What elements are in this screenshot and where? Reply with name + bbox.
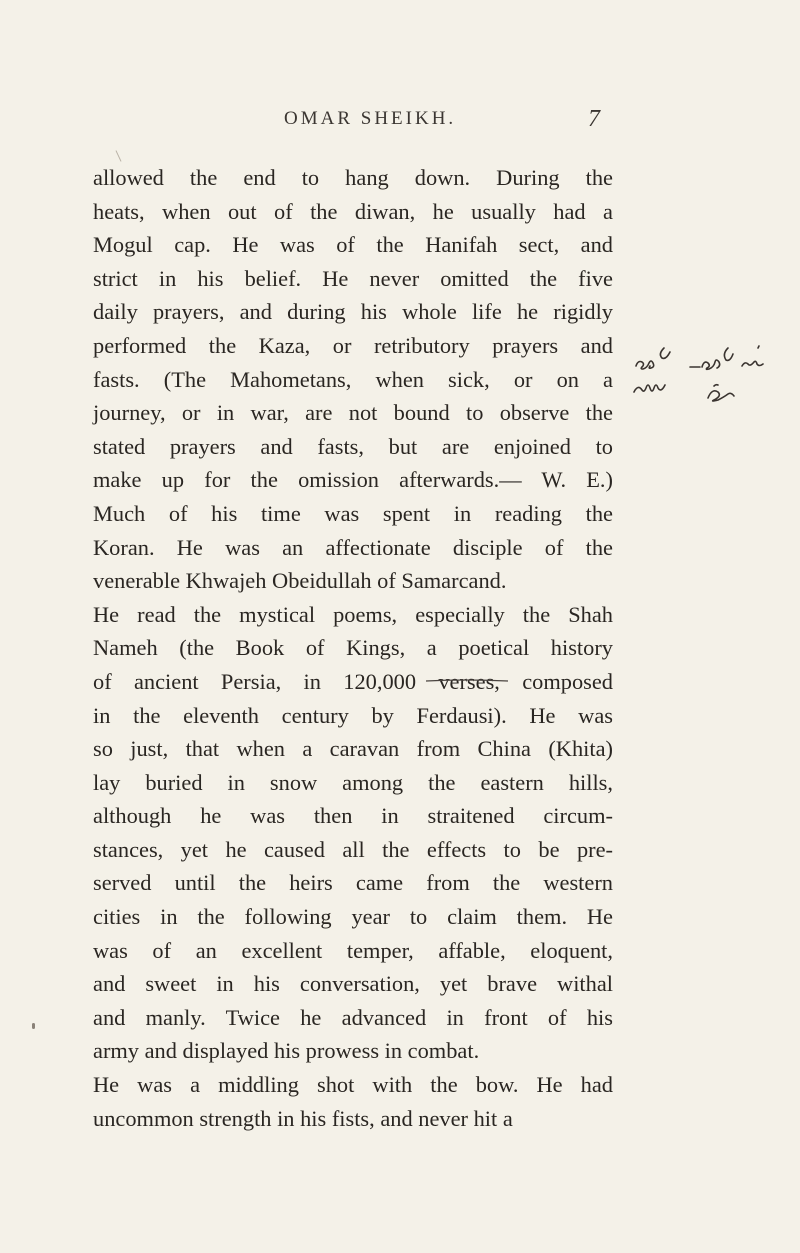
text-line: make up for the omission afterwards.— W. E.) xyxy=(93,467,613,493)
body-text xyxy=(93,161,613,1135)
text-line: and sweet in his conversation, yet brave withal xyxy=(93,971,613,997)
text-line: and manly. Twice he advanced in front of his xyxy=(93,1004,613,1030)
text-line: venerable Khwajeh Obeidullah of Samarcand. xyxy=(93,568,507,594)
text-line: stated prayers and fasts, but are enjoined to xyxy=(93,433,613,459)
text-line: daily prayers, and during his whole life he rigidly xyxy=(93,299,613,325)
handwritten-note-drawing xyxy=(630,338,790,408)
text-line: strict in his belief. He never omitted the five xyxy=(93,265,613,291)
text-line: in the eleventh century by Ferdausi). He was xyxy=(93,702,613,728)
text-line: was of an excellent temper, affable, eloquent, xyxy=(93,937,613,963)
text-line: He was a middling shot with the bow. He had xyxy=(93,1072,613,1098)
text-line: heats, when out of the diwan, he usually had a xyxy=(93,198,613,224)
text-line: of ancient Persia, in 120,000 verses, composed xyxy=(93,668,613,694)
handwritten-marginal-note xyxy=(630,338,790,408)
running-head-title: OMAR SHEIKH. xyxy=(284,108,457,129)
page-number: 7 xyxy=(588,106,600,132)
handwritten-underline xyxy=(424,678,510,684)
text-line: cities in the following year to claim them. He xyxy=(93,904,613,930)
stray-ink-mark xyxy=(32,1023,35,1029)
text-line: performed the Kaza, or retributory prayers and xyxy=(93,332,613,358)
text-line: served until the heirs came from the western xyxy=(93,870,613,896)
text-line: although he was then in straitened circum- xyxy=(93,803,613,829)
text-line: Koran. He was an affectionate disciple of the xyxy=(93,534,613,560)
text-line: so just, that when a caravan from China (Khita) xyxy=(93,736,613,762)
text-line: fasts. (The Mahometans, when sick, or on a xyxy=(93,366,613,392)
text-line: allowed the end to hang down. During the xyxy=(93,165,613,190)
text-line: stances, yet he caused all the effects to be pre- xyxy=(93,836,613,862)
text-line: He read the mystical poems, especially the Shah xyxy=(93,601,613,627)
text-line: journey, or in war, are not bound to observe the xyxy=(93,400,613,426)
text-line: Mogul cap. He was of the Hanifah sect, and xyxy=(93,232,613,258)
text-line: Much of his time was spent in reading the xyxy=(93,500,613,526)
text-line: Nameh (the Book of Kings, a poetical history xyxy=(93,635,613,661)
text-line: uncommon strength in his fists, and never hit a xyxy=(93,1105,513,1131)
text-line: lay buried in snow among the eastern hills, xyxy=(93,769,613,795)
running-head xyxy=(0,108,800,136)
stray-pencil-mark xyxy=(116,150,122,161)
text-line: army and displayed his prowess in combat. xyxy=(93,1038,480,1064)
